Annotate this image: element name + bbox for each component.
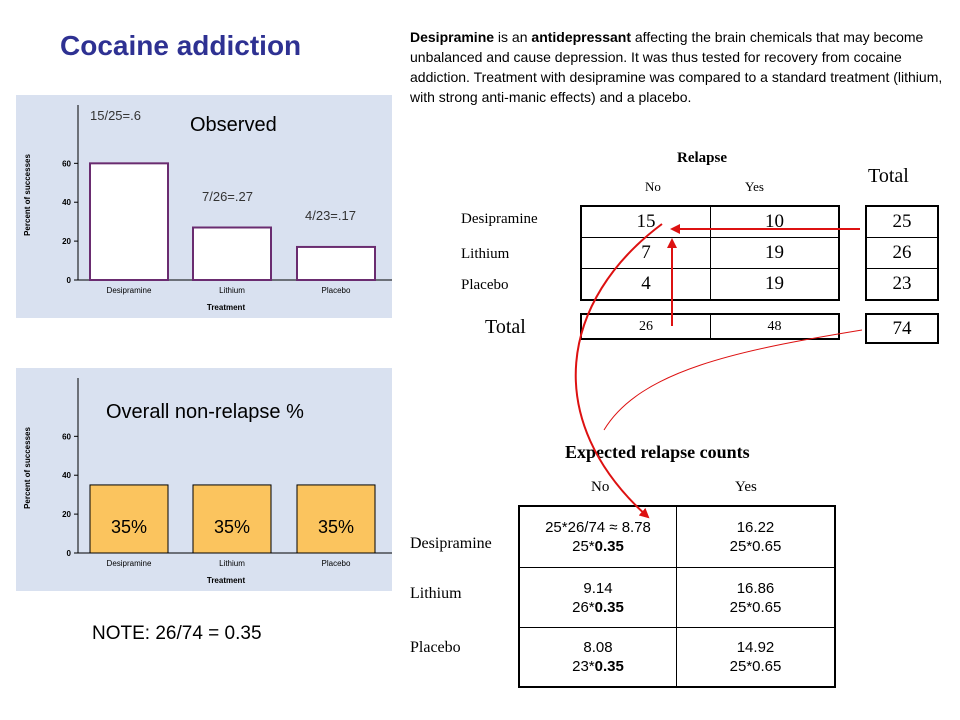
relapse-total-yes: 48 (767, 318, 782, 334)
expected-row-desipramine: Desipramine (410, 535, 492, 552)
category-label: Lithium (219, 559, 245, 568)
observed-annotation-desipramine: 15/25=.6 (90, 108, 141, 123)
expected-value: 8.08 (583, 639, 613, 656)
expected-cell (520, 507, 677, 568)
relapse-col-no: No (645, 179, 661, 194)
observed-annotation-placebo: 4/23=.17 (305, 208, 356, 223)
observed-label: Observed (190, 114, 277, 136)
expected-value: 16.22 (736, 519, 775, 536)
bar-value-label: 35% (213, 516, 251, 537)
relapse-row-placebo: Placebo (461, 277, 509, 293)
expected-value: 25*26/74 ≈ 8.78 (545, 519, 651, 536)
relapse-cell: 10 (711, 207, 838, 238)
relapse-grid (580, 205, 840, 301)
description-highlight: antidepressant (531, 29, 631, 45)
category-label: Desipramine (106, 559, 152, 568)
bar-value-label: 35% (317, 516, 355, 537)
y-tick-label: 20 (62, 510, 71, 520)
relapse-grand-total (865, 313, 939, 344)
description-text-1: is an (494, 29, 532, 45)
expected-formula: 25*0.65 (729, 598, 782, 616)
expected-value: 14.92 (736, 639, 775, 656)
bar (90, 163, 168, 280)
observed-annotation-lithium: 7/26=.27 (202, 189, 253, 204)
expected-row-placebo: Placebo (410, 639, 461, 656)
expected-formula (572, 598, 624, 617)
y-tick-label: 0 (66, 549, 71, 558)
relapse-total-cell: 26 (867, 238, 937, 269)
relapse-totals-row (580, 313, 840, 340)
category-label: Placebo (321, 559, 351, 568)
x-axis-label: Treatment (206, 576, 246, 585)
expected-col-no: No (591, 479, 610, 495)
relapse-cell: 15 (582, 207, 711, 238)
expected-table (518, 505, 836, 688)
category-label: Lithium (219, 286, 245, 295)
drug-name: Desipramine (410, 29, 495, 45)
y-tick-label: 40 (62, 198, 71, 208)
y-axis-label: Percent of successes (23, 427, 32, 509)
category-label: Placebo (321, 286, 351, 295)
y-tick-label: 60 (62, 159, 71, 169)
expected-value: 9.14 (583, 579, 613, 597)
formula-proportion: 0.35 (594, 538, 624, 555)
expected-title: Expected relapse counts (565, 442, 750, 462)
relapse-total-header: Total (868, 165, 909, 187)
formula-proportion: 0.35 (594, 658, 624, 675)
relapse-header: Relapse (677, 150, 727, 166)
relapse-total-cell: 23 (892, 273, 912, 294)
bar-value-label: 35% (110, 516, 148, 537)
expected-cell (520, 568, 677, 628)
formula-proportion: 0.35 (594, 598, 624, 616)
relapse-row-lithium: Lithium (461, 246, 510, 262)
relapse-cell: 7 (582, 238, 711, 269)
relapse-cell: 4 (582, 269, 711, 299)
x-axis-label: Treatment (206, 303, 246, 312)
y-axis-label: Percent of successes (23, 154, 32, 236)
relapse-col-yes: Yes (745, 179, 764, 194)
expected-formula (572, 657, 624, 676)
thin-line-grand-total (604, 330, 862, 430)
relapse-total-cell: 25 (867, 207, 937, 238)
formula-prefix: 25* (572, 538, 595, 555)
formula-prefix: 26* (572, 598, 595, 616)
expected-row-lithium: Lithium (410, 585, 462, 602)
expected-formula (572, 537, 624, 556)
relapse-totals-column (865, 205, 939, 301)
relapse-total-no: 26 (582, 315, 711, 338)
description-paragraph (410, 27, 950, 107)
expected-cell (677, 507, 834, 568)
y-tick-label: 40 (62, 471, 71, 481)
relapse-grand-total-value: 74 (892, 317, 912, 339)
category-label: Desipramine (106, 286, 152, 295)
relapse-row-desipramine: Desipramine (461, 211, 538, 227)
description-text-2: affecting the brain chemicals that may become unbalanced and cause depression. It was thus tested for recovery from cocaine addiction. Treatment with desipramine was compared to a standard treatment (lithium, with strong anti-manic effects) and a placebo. (410, 29, 943, 105)
expected-cell (677, 628, 834, 686)
bar (297, 247, 375, 280)
page-title: Cocaine addiction (60, 30, 302, 61)
expected-formula: 25*0.65 (729, 538, 782, 555)
expected-value: 16.86 (736, 579, 775, 597)
relapse-cell: 19 (711, 238, 838, 269)
y-tick-label: 20 (62, 237, 71, 247)
relapse-cell: 19 (765, 273, 784, 294)
expected-formula: 25*0.65 (729, 658, 782, 675)
relapse-total-row-label: Total (485, 316, 526, 338)
overall-label: Overall non-relapse % (106, 401, 304, 423)
expected-cell (520, 628, 677, 686)
y-tick-label: 60 (62, 432, 71, 442)
bar (193, 228, 271, 281)
formula-prefix: 23* (572, 658, 595, 675)
expected-col-yes: Yes (735, 479, 757, 495)
note-text: NOTE: 26/74 = 0.35 (92, 623, 262, 644)
expected-cell (677, 568, 834, 628)
y-tick-label: 0 (66, 276, 71, 285)
